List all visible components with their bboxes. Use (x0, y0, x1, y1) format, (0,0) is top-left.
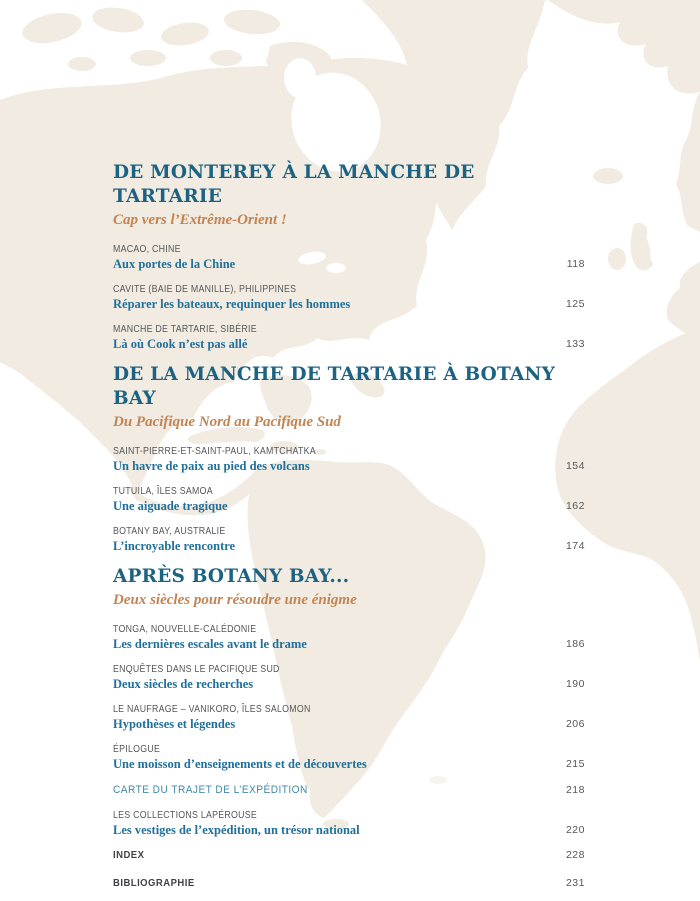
toc-entry (113, 445, 585, 474)
iceland-island (593, 168, 623, 184)
toc-entry-location: INDEX (113, 850, 145, 861)
toc-entry-title: Deux siècles de recherches (113, 677, 254, 691)
toc-entry-title: Hypothèses et légendes (113, 717, 236, 731)
toc-entry-location: TONGA, NOUVELLE-CALÉDONIE (113, 624, 257, 635)
arctic-island (160, 20, 211, 48)
toc-section-3 (113, 565, 585, 890)
toc-entry-page: 220 (565, 824, 585, 836)
toc-entry (113, 485, 585, 514)
arctic-island (210, 50, 242, 66)
section-heading: DE MONTEREY À LA MANCHE DE TARTARIE (113, 162, 475, 207)
toc-entry-title: Les vestiges de l’expédition, un trésor national (113, 823, 360, 837)
toc-entry-location: TUTUILA, ÎLES SAMOA (113, 486, 213, 497)
toc-entry-index (113, 849, 585, 862)
arctic-island (91, 4, 146, 35)
toc-section-2 (113, 363, 585, 554)
toc-entry-title: Aux portes de la Chine (113, 257, 236, 271)
scandinavia-landmass (548, 0, 700, 94)
section-subtitle: Deux siècles pour résoudre une énigme (113, 592, 357, 608)
toc-entry-location: MACAO, CHINE (113, 244, 181, 255)
toc-section-1 (113, 161, 585, 352)
toc-entry-location: MANCHE DE TARTARIE, SIBÉRIE (113, 324, 257, 335)
toc-entry-page: 218 (565, 784, 585, 796)
toc-entry-title: Une aiguade tragique (113, 499, 228, 513)
section-subtitle: Cap vers l’Extrême-Orient ! (113, 212, 287, 228)
toc-entry-location: SAINT-PIERRE-ET-SAINT-PAUL, KAMTCHATKA (113, 446, 316, 457)
toc-entry (113, 243, 585, 272)
iberia-landmass (667, 262, 700, 340)
section-subtitle: Du Pacifique Nord au Pacifique Sud (113, 414, 341, 430)
toc-entry-page: 154 (565, 460, 585, 472)
toc-entry (113, 525, 585, 554)
toc-entry-title: Une moisson d’enseignements et de découvertes (113, 757, 367, 771)
toc-entry-location: BOTANY BAY, AUSTRALIE (113, 526, 226, 537)
toc-entry-title: Réparer les bateaux, requinquer les hommes (113, 297, 351, 311)
norway-coast (676, 92, 700, 232)
section-heading: APRÈS BOTANY BAY... (113, 566, 350, 587)
toc-entry-bibliography (113, 877, 585, 890)
toc-entry (113, 703, 585, 732)
toc-entry-page: 190 (565, 678, 585, 690)
arctic-island (68, 57, 96, 71)
toc-entry-location: ENQUÊTES DANS LE PACIFIQUE SUD (113, 664, 280, 675)
toc-entry-page: 174 (565, 540, 585, 552)
toc-entry-page: 118 (566, 258, 585, 270)
toc-entry-map-link (113, 783, 585, 798)
toc-entry-title: L’incroyable rencontre (113, 539, 236, 553)
toc-entry-location: CAVITE (BAIE DE MANILLE), PHILIPPINES (113, 284, 297, 295)
arctic-island (130, 50, 166, 66)
ireland-island (608, 248, 626, 270)
arctic-island (20, 8, 85, 48)
arctic-island (223, 7, 281, 37)
toc-entry-page: 125 (565, 298, 585, 310)
toc-entry-page: 186 (565, 638, 585, 650)
toc-entry-location: LE NAUFRAGE – VANIKORO, ÎLES SALOMON (113, 704, 311, 715)
toc-entry-page: 231 (565, 877, 585, 889)
toc-entry-page: 133 (565, 338, 585, 350)
toc-entry-title: Un havre de paix au pied des volcans (113, 459, 310, 473)
toc-entry (113, 623, 585, 652)
toc-entry (113, 663, 585, 692)
toc-entry-title: Les dernières escales avant le drame (113, 637, 307, 651)
table-of-contents (113, 161, 585, 901)
hudson-bay-inlet (284, 58, 316, 98)
toc-entry-location: CARTE DU TRAJET DE L’EXPÉDITION (113, 784, 308, 796)
uk-island (631, 223, 653, 271)
toc-entry-title: Là où Cook n’est pas allé (113, 337, 248, 351)
toc-entry-page: 228 (565, 849, 585, 861)
toc-entry-page: 215 (565, 758, 585, 770)
toc-entry (113, 809, 585, 838)
toc-entry-location: BIBLIOGRAPHIE (113, 878, 195, 889)
toc-entry-location: ÉPILOGUE (113, 744, 161, 755)
toc-entry-page: 206 (565, 718, 585, 730)
toc-entry (113, 743, 585, 772)
section-heading: DE LA MANCHE DE TARTARIE À BOTANY BAY (113, 364, 556, 409)
toc-entry (113, 283, 585, 312)
toc-entry-page: 162 (565, 500, 585, 512)
toc-entry-location: LES COLLECTIONS LAPÉROUSE (113, 810, 258, 821)
toc-entry (113, 323, 585, 352)
